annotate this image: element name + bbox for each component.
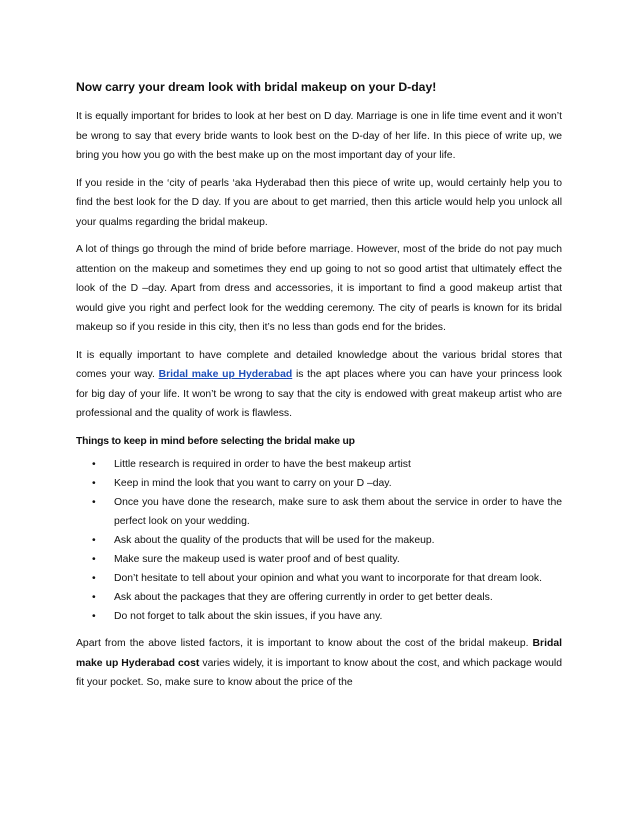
tips-list: [76, 455, 562, 626]
bold-phrase: Bridal make up Hyderabad cost: [76, 638, 562, 669]
list-item: [92, 569, 562, 588]
bullet-icon: •: [92, 497, 96, 508]
bullet-icon: •: [92, 611, 96, 622]
paragraph-bridal-stores: [76, 346, 562, 424]
list-item: [92, 607, 562, 626]
bullet-icon: •: [92, 535, 96, 546]
list-item-text: Ask about the quality of the products that will be used for the makeup.: [114, 535, 435, 546]
paragraph-mind-of-bride: A lot of things go through the mind of bride before marriage. However, most of the bride do not pay much attention on the makeup and sometimes they end up going to not so good artist that ultimately effect the look of the D –day. Apart from dress and accessories, it is important to find a good makeup artist that would give you right and perfect look for the wedding ceremony. The city of pearls is known for its bridal makeup so if you reside in this city, then it’s no less than gods end for the brides.: [76, 244, 562, 333]
bullet-icon: •: [92, 554, 96, 565]
bullet-icon: •: [92, 573, 96, 584]
paragraph-text: It is equally important to have complete and detailed knowledge about the various bridal stores that comes your way.: [76, 349, 562, 380]
list-item: [92, 531, 562, 550]
paragraph-text: is the apt places where you can have your princess look for big day of your life. It won’t be wrong to say that the city is endowed with great makeup artist who are professional and the quality of work is flawless.: [76, 369, 562, 419]
bullet-icon: •: [92, 592, 96, 603]
list-item: [92, 474, 562, 493]
section-subheading: Things to keep in mind before selecting the bridal make up: [76, 435, 355, 447]
bullet-icon: •: [92, 459, 96, 470]
paragraph-intro: It is equally important for brides to look at her best on D day. Marriage is one in life time event and it won’t be wrong to say that every bride wants to look best on the D-day of her life. In this piece of write up, we bring you how you go with the best make up on the most important day of your life.: [76, 111, 562, 161]
paragraph-cost: [76, 634, 562, 693]
paragraph-hyderabad: If you reside in the ‘city of pearls ‘aka Hyderabad then this piece of write up, would certainly help you to find the best look for the D day. If you are about to get married, then this article would help you unlock all your qualms regarding the bridal makeup.: [76, 177, 562, 228]
list-item-text: Make sure the makeup used is water proof and of best quality.: [114, 554, 400, 565]
list-item-text: Ask about the packages that they are offering currently in order to get better deals.: [114, 592, 493, 603]
list-item-text: Do not forget to talk about the skin issues, if you have any.: [114, 611, 383, 622]
list-item: [92, 588, 562, 607]
paragraph-text: Apart from the above listed factors, it is important to know about the cost of the bridal makeup.: [76, 638, 533, 649]
list-item-text: Don’t hesitate to tell about your opinion and what you want to incorporate for that dream look.: [114, 573, 543, 584]
list-item-text: Little research is required in order to have the best makeup artist: [114, 459, 411, 470]
bridal-makeup-hyderabad-link[interactable]: Bridal make up Hyderabad: [158, 369, 293, 380]
list-item: [92, 550, 562, 569]
list-item: [92, 455, 562, 474]
paragraph-text: varies widely, it is important to know about the cost, and which package would fit your pocket. So, make sure to know about the price of the: [76, 657, 562, 688]
bullet-icon: •: [92, 478, 96, 489]
list-item: [92, 493, 562, 531]
document-title: Now carry your dream look with bridal makeup on your D-day!: [76, 80, 437, 94]
list-item-text: Keep in mind the look that you want to carry on your D –day.: [114, 478, 392, 489]
list-item-text: Once you have done the research, make sure to ask them about the service in order to have the perfect look on your wedding.: [114, 497, 562, 527]
